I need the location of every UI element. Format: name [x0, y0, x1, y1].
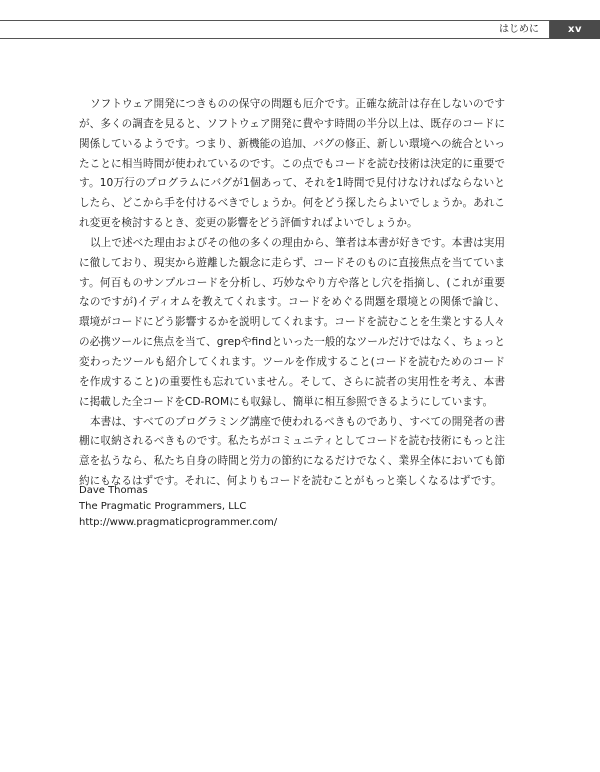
- author-url: http://www.pragmaticprogrammer.com/: [79, 517, 278, 528]
- paragraph-maintenance: ソフトウェア開発につきものの保守の問題も厄介です。正確な統計は存在しないのですが、多くの調査を見ると、ソフトウェア開発に費やす時間の半分以上は、既存のコードに関係しているようです。つまり、新機能の追加、バグの修正、新しい環境への統合といったことに相当時間が使われているのです。この点でもコードを読む技術は決定的に重要です。10万行のプログラムにバグが1個あって、それを1時間で見付けなければならないとしたら、どこから手を付けるべきでしょうか。何をどう探したらよいでしょうか。あれこれ変更を検討するとき、変更の影響をどう評価すればよいでしょうか。: [79, 98, 505, 230]
- author-company: The Pragmatic Programmers, LLC: [79, 501, 247, 512]
- foreword-body: [79, 95, 505, 492]
- author-name: Dave Thomas: [79, 485, 148, 496]
- paragraph-reasons: 以上で述べた理由およびその他の多くの理由から、筆者は本書が好きです。本書は実用に徹しており、現実から遊離した観念に走らず、コードそのものに直接焦点を当てています。何百ものサンプルコードを分析し、巧妙なやり方や落とし穴を指摘し、(これが重要なのですが)イディオムを教えてくれます。コードをめぐる問題を環境との関係で論じ、環境がコードにどう影響するかを説明してくれます。コードを読むことを生業とする人々の必携ツールに焦点を当て、grepやfindといった一般的なツールだけではなく、ちょっと変わったツールも紹介してくれます。ツールを作成すること(コードを読むためのコードを作成すること)の重要性も忘れていません。そして、さらに読者の実用性を考え、本書に掲載した全コードをCD-ROMにも収録し、簡単に相互参照できるようにしています。: [79, 236, 505, 408]
- page-number-tab: xv: [550, 20, 600, 39]
- paragraph-recommendation: 本書は、すべてのプログラミング講座で使われるべきものであり、すべての開発者の書棚に収納されるべきものです。私たちがコミュニティとしてコードを読む技術にもっと注意を払うなら、私たち自身の時間と労力の節約になるだけでなく、業界全体においても節約にもなるはずです。それに、何よりもコードを読むことがもっと楽しくなるはずです。: [79, 415, 505, 488]
- running-header: [0, 20, 550, 39]
- running-header-title: はじめに: [499, 24, 539, 35]
- signature-block: [79, 483, 499, 531]
